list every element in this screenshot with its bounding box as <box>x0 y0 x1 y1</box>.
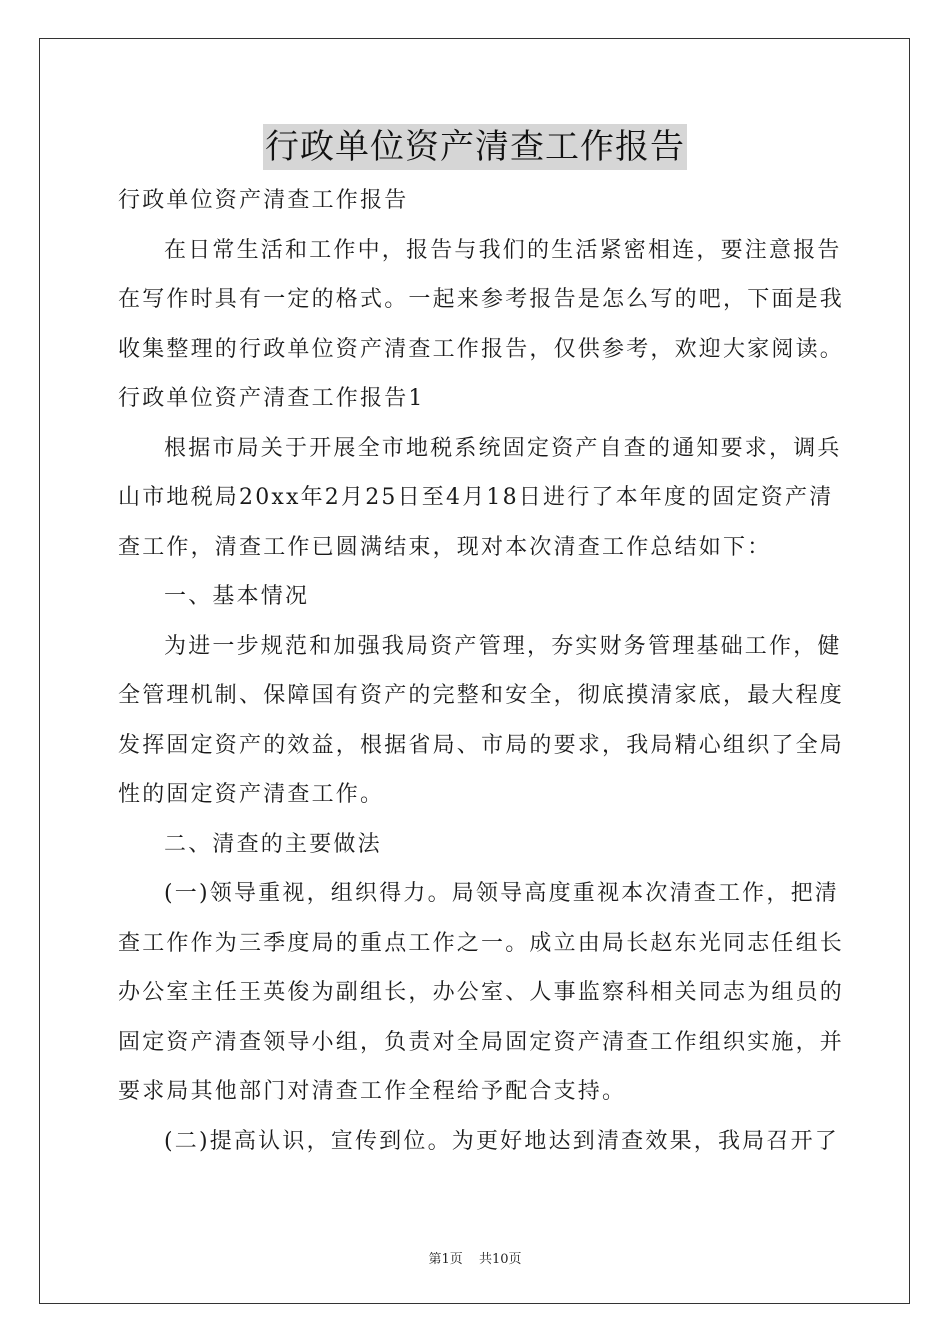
text-line: 查工作作为三季度局的重点工作之一。成立由局长赵东光同志任组长 <box>118 930 845 956</box>
page-total: 共10页 <box>478 1252 522 1267</box>
text-line: 根据市局关于开展全市地税系统固定资产自查的通知要求，调兵 <box>164 435 842 461</box>
document-body <box>118 176 845 1166</box>
text-line: 发挥固定资产的效益，根据省局、市局的要求，我局精心组织了全局 <box>118 732 845 758</box>
text-line: 全管理机制、保障国有资产的完整和安全，彻底摸清家底，最大程度 <box>118 683 845 708</box>
text-line: 二、清查的主要做法 <box>164 831 382 857</box>
document-title: 行政单位资产清查工作报告 <box>263 124 687 170</box>
text-line: 山市地税局20xx年2月25日至4月18日进行了本年度的固定资产清 <box>118 485 834 510</box>
text-line: 收集整理的行政单位资产清查工作报告，仅供参考，欢迎大家阅读。 <box>118 336 845 362</box>
text-line: (一)领导重视，组织得力。局领导高度重视本次清查工作，把清 <box>164 881 839 906</box>
text-line: 行政单位资产清查工作报告1 <box>118 386 425 411</box>
text-line: 查工作，清查工作已圆满结束，现对本次清查工作总结如下： <box>118 534 772 560</box>
text-line: 办公室主任王英俊为副组长，办公室、人事监察科相关同志为组员的 <box>118 980 845 1005</box>
text-line: 一、基本情况 <box>164 584 310 609</box>
text-line: 为进一步规范和加强我局资产管理，夯实财务管理基础工作，健 <box>164 633 842 659</box>
text-line: 行政单位资产清查工作报告 <box>118 188 409 213</box>
text-line: 要求局其他部门对清查工作全程给予配合支持。 <box>118 1079 627 1104</box>
text-line: (二)提高认识，宣传到位。为更好地达到清查效果，我局召开了 <box>164 1128 839 1154</box>
page-footer <box>0 1248 950 1267</box>
text-line: 固定资产清查领导小组，负责对全局固定资产清查工作组织实施，并 <box>118 1029 845 1055</box>
text-line: 在写作时具有一定的格式。一起来参考报告是怎么写的吧，下面是我 <box>118 287 845 312</box>
text-line: 性的固定资产清查工作。 <box>118 782 385 807</box>
title-container <box>0 124 950 170</box>
page-number: 第1页 <box>428 1252 463 1267</box>
text-line: 在日常生活和工作中，报告与我们的生活紧密相连，要注意报告 <box>164 237 842 263</box>
